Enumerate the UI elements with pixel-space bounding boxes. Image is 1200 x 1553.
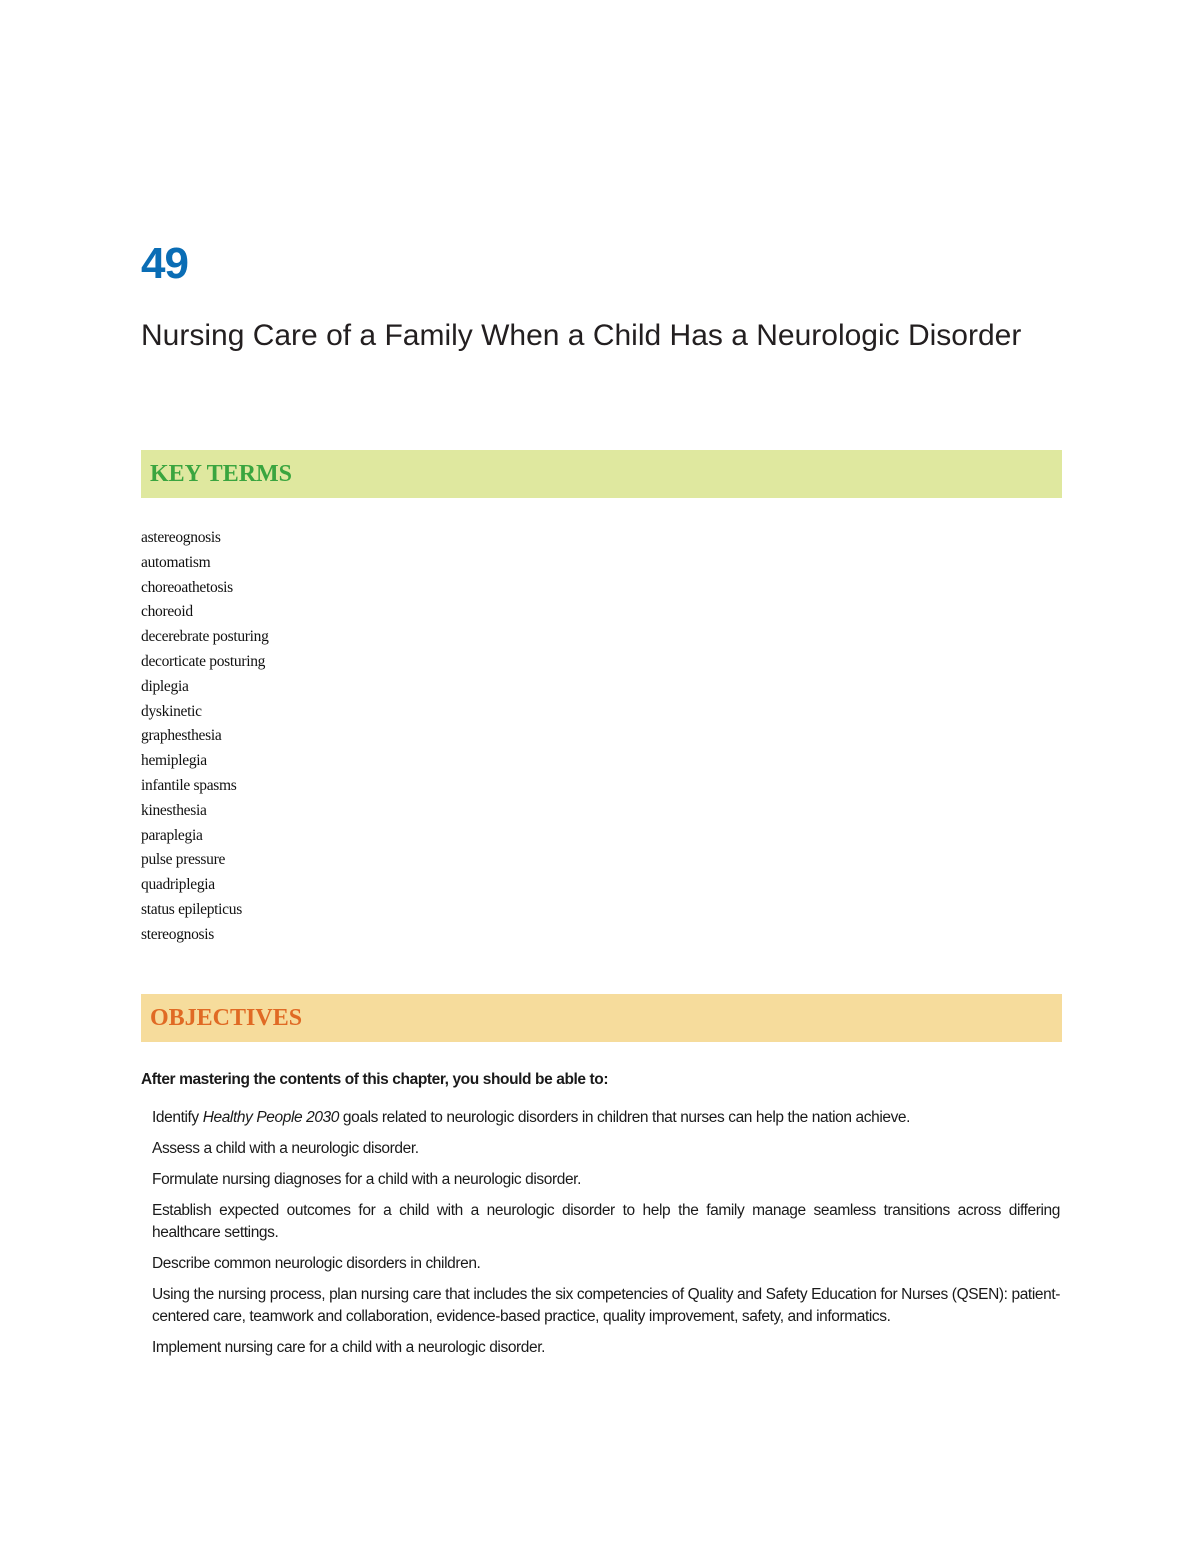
key-term: paraplegia	[141, 826, 203, 844]
key-term: diplegia	[141, 677, 189, 695]
key-term: status epilepticus	[141, 900, 242, 918]
objective-item: Implement nursing care for a child with a neurologic disorder.	[152, 1339, 546, 1356]
key-terms-list	[141, 526, 269, 948]
key-term: graphesthesia	[141, 727, 222, 745]
objectives-heading: OBJECTIVES	[150, 1004, 303, 1031]
key-term: dyskinetic	[141, 702, 202, 720]
key-term: decerebrate posturing	[141, 628, 269, 646]
key-terms-heading: KEY TERMS	[150, 460, 293, 487]
key-term: automatism	[141, 553, 211, 571]
key-term: decorticate posturing	[141, 652, 266, 670]
objective-item: Establish expected outcomes for a child with a neurologic disorder to help the family manage seamless transitions across differing healthcare settings.	[152, 1202, 1060, 1241]
objective-item: Assess a child with a neurologic disorder.	[152, 1140, 419, 1157]
chapter-number: 49	[141, 239, 188, 288]
key-term: choreoid	[141, 603, 193, 621]
objective-italic-title: Healthy People 2030	[202, 1109, 339, 1126]
objective-item: Describe common neurologic disorders in children.	[152, 1255, 481, 1272]
objectives-intro: After mastering the contents of this chapter, you should be able to:	[141, 1071, 609, 1088]
objective-text: goals related to neurologic disorders in children that nurses can help the nation achieve.	[339, 1109, 911, 1126]
objectives-list	[152, 1107, 1060, 1368]
objective-item	[152, 1107, 1060, 1129]
chapter-title: Nursing Care of a Family When a Child Has a Neurologic Disorder	[141, 319, 1022, 352]
key-term: stereognosis	[141, 925, 215, 943]
objective-item: Using the nursing process, plan nursing care that includes the six competencies of Quality and Safety Education for Nurses (QSEN): patient-centered care, teamwork and collaboration, evidence-based practice, quality improvement, safety, and informatics.	[152, 1286, 1060, 1325]
key-term: pulse pressure	[141, 851, 226, 869]
key-term: quadriplegia	[141, 876, 215, 894]
objective-text: Identify	[152, 1109, 203, 1126]
key-term: kinesthesia	[141, 801, 207, 819]
key-terms-banner	[141, 450, 1062, 498]
key-term: choreoathetosis	[141, 578, 233, 596]
key-term: hemiplegia	[141, 752, 207, 770]
objectives-banner	[141, 994, 1062, 1042]
objective-item: Formulate nursing diagnoses for a child with a neurologic disorder.	[152, 1171, 581, 1188]
key-term: infantile spasms	[141, 776, 237, 794]
key-term: astereognosis	[141, 529, 221, 546]
